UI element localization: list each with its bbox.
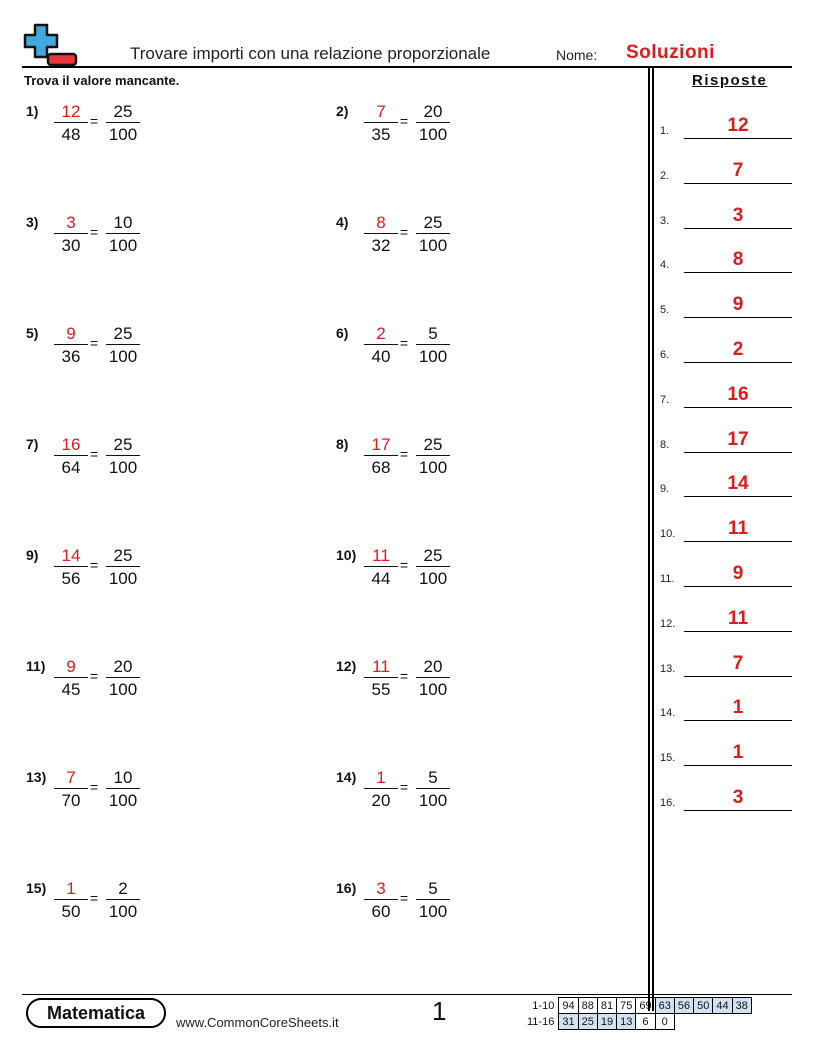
score-cell: 6 bbox=[636, 1014, 655, 1030]
denominator: 60 bbox=[371, 902, 391, 921]
numerator: 10 bbox=[106, 767, 140, 789]
given-fraction bbox=[364, 323, 398, 367]
problem-number: 14) bbox=[336, 769, 357, 785]
given-fraction bbox=[364, 212, 398, 256]
answer-numerator: 17 bbox=[364, 434, 398, 456]
given-fraction bbox=[54, 212, 88, 256]
score-cell: 81 bbox=[597, 998, 616, 1014]
denominator: 32 bbox=[371, 236, 391, 255]
answer-number: 12. bbox=[660, 617, 676, 630]
problem-number: 12) bbox=[336, 658, 357, 674]
equals-sign: = bbox=[400, 335, 409, 351]
problem-number: 7) bbox=[26, 436, 39, 452]
percent-fraction bbox=[416, 101, 450, 145]
problem-number: 11) bbox=[26, 658, 46, 674]
problem-item bbox=[26, 212, 226, 272]
denominator: 68 bbox=[371, 458, 391, 477]
problem-number: 16) bbox=[336, 880, 357, 896]
problem-number: 3) bbox=[26, 214, 39, 230]
page-number: 1 bbox=[432, 996, 447, 1026]
page-title: Trovare importi con una relazione proporzionale bbox=[130, 44, 491, 63]
answer-numerator: 14 bbox=[54, 545, 88, 567]
answer-number: 15. bbox=[660, 752, 676, 765]
score-cell: 13 bbox=[617, 1014, 636, 1030]
answer-value: 1 bbox=[732, 742, 744, 764]
answer-number: 13. bbox=[660, 662, 676, 675]
equals-sign: = bbox=[90, 446, 99, 462]
numerator: 25 bbox=[416, 545, 450, 567]
answer-number: 1. bbox=[660, 125, 670, 137]
brand-badge: Matematica bbox=[26, 998, 166, 1028]
denominator: 100 bbox=[108, 125, 138, 144]
problem-number: 4) bbox=[336, 214, 349, 230]
numerator: 5 bbox=[416, 767, 450, 789]
score-cell: 63 bbox=[655, 998, 674, 1014]
name-label: Nome: bbox=[556, 47, 598, 63]
answers-header: Risposte bbox=[692, 72, 768, 89]
answer-number: 10. bbox=[660, 528, 676, 541]
problem-number: 15) bbox=[26, 880, 47, 896]
answer-line bbox=[684, 720, 792, 721]
name-value: Soluzioni bbox=[626, 42, 715, 63]
score-cell: 69 bbox=[636, 998, 655, 1014]
problem-number: 6) bbox=[336, 325, 349, 341]
answer-number: 11. bbox=[660, 573, 675, 585]
plus-minus-logo-icon bbox=[22, 22, 80, 68]
answer-numerator: 8 bbox=[364, 212, 398, 234]
problem-item bbox=[336, 101, 536, 161]
denominator: 100 bbox=[108, 569, 138, 588]
answer-row bbox=[660, 337, 792, 363]
denominator: 50 bbox=[61, 902, 81, 921]
problem-item bbox=[336, 545, 536, 605]
percent-fraction bbox=[106, 656, 140, 700]
answer-numerator: 1 bbox=[364, 767, 398, 789]
answer-value: 11 bbox=[727, 518, 749, 540]
score-cell: 44 bbox=[713, 998, 732, 1014]
answer-number: 5. bbox=[660, 304, 670, 317]
numerator: 10 bbox=[106, 212, 140, 234]
denominator: 36 bbox=[61, 347, 81, 366]
numerator: 25 bbox=[106, 434, 140, 456]
answer-line bbox=[684, 138, 792, 139]
answer-number: 6. bbox=[660, 349, 670, 361]
denominator: 40 bbox=[371, 347, 391, 366]
problem-item bbox=[26, 878, 226, 938]
answer-row bbox=[660, 516, 792, 542]
equals-sign: = bbox=[90, 779, 99, 795]
given-fraction bbox=[54, 101, 88, 145]
equals-sign: = bbox=[90, 557, 99, 573]
answer-value: 8 bbox=[732, 249, 744, 271]
denominator: 100 bbox=[108, 902, 138, 921]
given-fraction bbox=[54, 545, 88, 589]
answer-value: 16 bbox=[727, 383, 749, 405]
answer-numerator: 1 bbox=[54, 878, 88, 900]
equals-sign: = bbox=[90, 224, 99, 240]
answer-row bbox=[660, 740, 792, 766]
equals-sign: = bbox=[400, 557, 409, 573]
denominator: 100 bbox=[418, 347, 448, 366]
equals-sign: = bbox=[400, 224, 409, 240]
problem-item bbox=[336, 767, 536, 827]
percent-fraction bbox=[106, 767, 140, 811]
score-cell: 31 bbox=[559, 1014, 578, 1030]
answer-numerator: 7 bbox=[54, 767, 88, 789]
numerator: 25 bbox=[106, 101, 140, 123]
score-row bbox=[527, 1014, 751, 1030]
given-fraction bbox=[364, 545, 398, 589]
denominator: 100 bbox=[418, 236, 448, 255]
denominator: 100 bbox=[418, 125, 448, 144]
problem-number: 13) bbox=[26, 769, 47, 785]
denominator: 30 bbox=[61, 236, 81, 255]
denominator: 35 bbox=[371, 125, 391, 144]
answer-row bbox=[660, 382, 792, 408]
answer-number: 4. bbox=[660, 259, 670, 272]
denominator: 45 bbox=[61, 680, 81, 699]
equals-sign: = bbox=[90, 890, 99, 906]
answer-number: 16. bbox=[660, 797, 676, 809]
footer-rule bbox=[22, 994, 792, 995]
problem-item bbox=[336, 323, 536, 383]
score-cell: 25 bbox=[578, 1014, 597, 1030]
answer-line bbox=[684, 452, 792, 453]
answer-row bbox=[660, 651, 792, 677]
answer-line bbox=[684, 362, 792, 363]
numerator: 5 bbox=[416, 878, 450, 900]
answer-numerator: 11 bbox=[364, 545, 398, 567]
numerator: 5 bbox=[416, 323, 450, 345]
equals-sign: = bbox=[400, 890, 409, 906]
problem-item bbox=[336, 656, 536, 716]
answer-numerator: 16 bbox=[54, 434, 88, 456]
problem-item bbox=[336, 212, 536, 272]
denominator: 64 bbox=[61, 458, 81, 477]
percent-fraction bbox=[416, 323, 450, 367]
header-rule bbox=[22, 66, 792, 68]
answer-line bbox=[684, 676, 792, 677]
problem-item bbox=[26, 545, 226, 605]
answer-value: 3 bbox=[732, 204, 744, 226]
score-cell: 19 bbox=[597, 1014, 616, 1030]
answer-value: 1 bbox=[732, 697, 744, 719]
answer-value: 2 bbox=[732, 339, 744, 360]
answer-value: 7 bbox=[732, 652, 744, 674]
given-fraction bbox=[364, 656, 398, 700]
answer-value: 7 bbox=[732, 159, 744, 181]
score-cell: 88 bbox=[578, 998, 597, 1014]
problem-number: 8) bbox=[336, 436, 349, 452]
score-cell: 94 bbox=[559, 998, 578, 1014]
problem-number: 10) bbox=[336, 547, 357, 563]
column-divider bbox=[648, 67, 654, 1011]
given-fraction bbox=[364, 767, 398, 811]
answer-line bbox=[684, 541, 792, 542]
percent-fraction bbox=[106, 212, 140, 256]
equals-sign: = bbox=[400, 446, 409, 462]
equals-sign: = bbox=[90, 668, 99, 684]
denominator: 100 bbox=[418, 791, 448, 810]
answer-value: 14 bbox=[727, 473, 749, 495]
answer-numerator: 11 bbox=[364, 656, 398, 678]
percent-fraction bbox=[416, 656, 450, 700]
answer-row bbox=[660, 113, 792, 139]
answer-numerator: 9 bbox=[54, 656, 88, 678]
denominator: 100 bbox=[418, 458, 448, 477]
percent-fraction bbox=[106, 434, 140, 478]
answer-value: 17 bbox=[727, 428, 749, 450]
answer-number: 14. bbox=[660, 707, 676, 720]
answer-row bbox=[660, 606, 792, 632]
given-fraction bbox=[364, 434, 398, 478]
denominator: 20 bbox=[371, 791, 391, 810]
percent-fraction bbox=[416, 212, 450, 256]
problem-item bbox=[26, 767, 226, 827]
given-fraction bbox=[364, 101, 398, 145]
equals-sign: = bbox=[90, 113, 99, 129]
problem-item bbox=[26, 434, 226, 494]
given-fraction bbox=[54, 878, 88, 922]
given-fraction bbox=[54, 767, 88, 811]
problem-item bbox=[26, 101, 226, 161]
numerator: 25 bbox=[416, 434, 450, 456]
denominator: 100 bbox=[108, 347, 138, 366]
score-range-label: 1-10 bbox=[532, 999, 555, 1012]
score-range-label: 11-16 bbox=[527, 1015, 555, 1028]
answer-numerator: 12 bbox=[54, 101, 88, 123]
denominator: 55 bbox=[371, 680, 391, 699]
denominator: 100 bbox=[418, 902, 448, 921]
denominator: 100 bbox=[108, 458, 138, 477]
answer-line bbox=[684, 228, 792, 229]
problem-item bbox=[26, 656, 226, 716]
percent-fraction bbox=[106, 323, 140, 367]
percent-fraction bbox=[416, 878, 450, 922]
given-fraction bbox=[54, 656, 88, 700]
numerator: 25 bbox=[106, 323, 140, 345]
numerator: 20 bbox=[106, 656, 140, 678]
problem-number: 5) bbox=[26, 325, 39, 341]
problem-item bbox=[336, 878, 536, 938]
score-table bbox=[527, 997, 752, 1030]
answer-line bbox=[684, 586, 792, 587]
answer-number: 3. bbox=[660, 214, 670, 227]
given-fraction bbox=[364, 878, 398, 922]
answer-row bbox=[660, 561, 792, 587]
problem-number: 9) bbox=[26, 547, 39, 563]
answer-value: 3 bbox=[732, 787, 744, 808]
equals-sign: = bbox=[400, 113, 409, 129]
percent-fraction bbox=[416, 545, 450, 589]
denominator: 70 bbox=[61, 791, 81, 810]
answer-numerator: 7 bbox=[364, 101, 398, 123]
equals-sign: = bbox=[90, 335, 99, 351]
answer-value: 11 bbox=[727, 607, 749, 629]
equals-sign: = bbox=[400, 779, 409, 795]
score-cell: 56 bbox=[674, 998, 693, 1014]
answer-number: 9. bbox=[660, 483, 670, 496]
numerator: 20 bbox=[416, 101, 450, 123]
answer-row bbox=[660, 785, 792, 811]
answer-numerator: 3 bbox=[54, 212, 88, 234]
score-cell: 75 bbox=[617, 998, 636, 1014]
answer-line bbox=[684, 317, 792, 318]
answer-row bbox=[660, 471, 792, 497]
answer-row bbox=[660, 695, 792, 721]
answer-value: 9 bbox=[732, 563, 744, 584]
denominator: 48 bbox=[61, 125, 81, 144]
percent-fraction bbox=[416, 767, 450, 811]
denominator: 100 bbox=[108, 791, 138, 810]
answer-line bbox=[684, 631, 792, 632]
denominator: 100 bbox=[418, 680, 448, 699]
answer-row bbox=[660, 427, 792, 453]
numerator: 25 bbox=[106, 545, 140, 567]
answer-numerator: 9 bbox=[54, 323, 88, 345]
answer-line bbox=[684, 765, 792, 766]
problem-item bbox=[336, 434, 536, 494]
answer-row bbox=[660, 158, 792, 184]
answer-line bbox=[684, 183, 792, 184]
site-url: www.CommonCoreSheets.it bbox=[176, 1015, 339, 1030]
answer-numerator: 2 bbox=[364, 323, 398, 345]
score-cell: 0 bbox=[655, 1014, 674, 1030]
answer-line bbox=[684, 272, 792, 273]
answer-number: 2. bbox=[660, 169, 670, 182]
denominator: 100 bbox=[108, 236, 138, 255]
score-cell: 50 bbox=[694, 998, 713, 1014]
answer-row bbox=[660, 247, 792, 273]
answer-value: 9 bbox=[732, 294, 744, 316]
answer-line bbox=[684, 407, 792, 408]
numerator: 2 bbox=[106, 878, 140, 900]
equals-sign: = bbox=[400, 668, 409, 684]
percent-fraction bbox=[106, 545, 140, 589]
given-fraction bbox=[54, 323, 88, 367]
problem-number: 2) bbox=[336, 103, 349, 119]
percent-fraction bbox=[106, 101, 140, 145]
score-cell: 38 bbox=[732, 998, 751, 1014]
instructions: Trova il valore mancante. bbox=[24, 73, 180, 88]
percent-fraction bbox=[416, 434, 450, 478]
given-fraction bbox=[54, 434, 88, 478]
numerator: 20 bbox=[416, 656, 450, 678]
answer-row bbox=[660, 292, 792, 318]
denominator: 56 bbox=[61, 569, 81, 588]
denominator: 44 bbox=[371, 569, 391, 588]
denominator: 100 bbox=[418, 569, 448, 588]
answer-number: 7. bbox=[660, 393, 670, 406]
percent-fraction bbox=[106, 878, 140, 922]
numerator: 25 bbox=[416, 212, 450, 234]
answer-number: 8. bbox=[660, 438, 670, 451]
answer-row bbox=[660, 203, 792, 229]
problem-number: 1) bbox=[26, 103, 39, 119]
answer-line bbox=[684, 496, 792, 497]
denominator: 100 bbox=[108, 680, 138, 699]
problem-item bbox=[26, 323, 226, 383]
answer-line bbox=[684, 810, 792, 811]
score-row bbox=[527, 998, 751, 1014]
answer-value: 12 bbox=[727, 115, 749, 136]
answer-numerator: 3 bbox=[364, 878, 398, 900]
